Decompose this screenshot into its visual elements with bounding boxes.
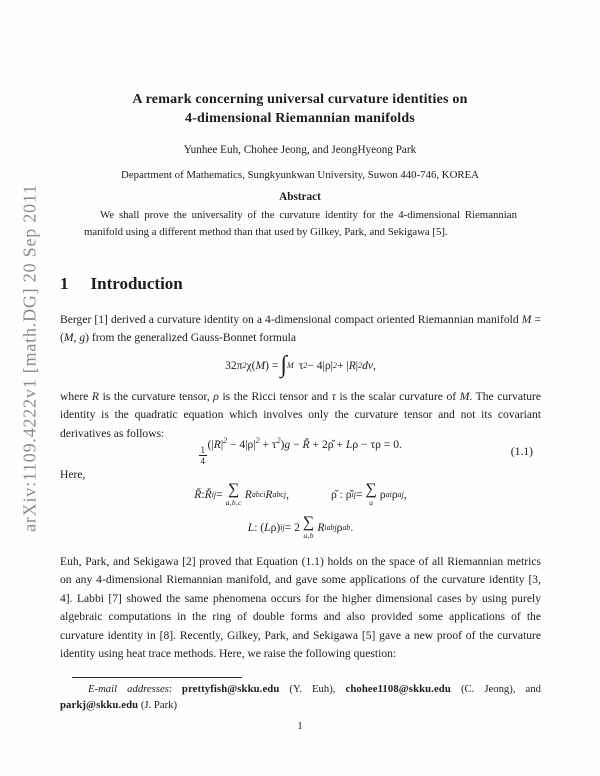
abstract-heading: Abstract: [279, 191, 321, 203]
equation-1-1-label: (1.1): [510, 444, 533, 458]
equation-gauss-bonnet: 32π 2 χ( M ) = ∫ M τ 2 − 4|ρ| 2 + | R | 2 dv ,: [225, 352, 376, 378]
footnote-rule: [72, 677, 242, 678]
abstract-text: We shall prove the universality of the curvature identity for the 4-dimensional Riemannian manifold using a different method than that used by Gilkey, Park, and Sekigawa [5].: [84, 209, 517, 239]
arxiv-watermark: arXiv:1109.4222v1 [math.DG] 20 Sep 2011: [19, 184, 40, 532]
equation-definitions-line2: L : ( L ρ) ij = 2 ∑ a,b R iabj ρ ab .: [247, 513, 354, 540]
paper-title-line2: 4-dimensional Riemannian manifolds: [184, 110, 416, 126]
intro-paragraph-3: Euh, Park, and Sekigawa [2] proved that Equation (1.1) holds on the space of all Riemannian metrics on any 4-dimensional Riemannian manifold, and gave some applications of the curvature identity [3, 4]. Labbi [7] showed the same phenomena occurs for the higher dimensional cases by using purely algebraic computations in the ring of double forms and also provided some applications of the curvature identity in [8]. Recently, Gilkey, Park, and Sekigawa [5] gave a new proof of the curvature identity using heat trace methods. Here, we raise the following question:: [60, 555, 541, 661]
section-number: 1: [60, 274, 69, 293]
section-title: Introduction: [90, 274, 183, 293]
paper-title: [0, 91, 600, 128]
paper-title-line1: A remark concerning universal curvature identities on: [132, 92, 468, 107]
affiliation-line: Department of Mathematics, Sungkyunkwan University, Suwon 440-746, KOREA: [121, 169, 479, 181]
equation-definitions-line1: Ř : Ř ij = ∑ a,b,c R abci R abc j , ρ̌ : ρ̌ ij = ∑ a ρ ai ρ a j ,: [194, 480, 407, 507]
section-heading-introduction: [60, 274, 540, 294]
equation-curvature-identity: [60, 435, 541, 466]
page-number: 1: [297, 720, 303, 732]
authors-line: Yunhee Euh, Chohee Jeong, and JeongHyeong Park: [183, 144, 417, 156]
footnote-emails: E-mail addresses: prettyfish@skku.edu (Y. Euh), chohee1108@skku.edu (C. Jeong), and parkj@skku.edu (J. Park): [60, 683, 541, 711]
equation-1-1-body: $\frac{1}{4}$ $(|R|^2 - 4|\rho|^2 + \tau^2)g$ − Ř + 2ρ̌ + Lρ − τρ = 0.: [200, 435, 402, 466]
intro-paragraph-2: where R is the curvature tensor, ρ is the Ricci tensor and τ is the scalar curvature of M. The curvature identity is the quadratic equation which involves only the curvature tensor and not its covariant derivatives as follows:: [60, 390, 542, 440]
intro-paragraph-1: Berger [1] derived a curvature identity on a 4-dimensional compact oriented Riemannian manifold M = (M, g) from the generalized Gauss-Bonnet formula: [60, 313, 542, 345]
here-label: Here,: [60, 468, 86, 481]
